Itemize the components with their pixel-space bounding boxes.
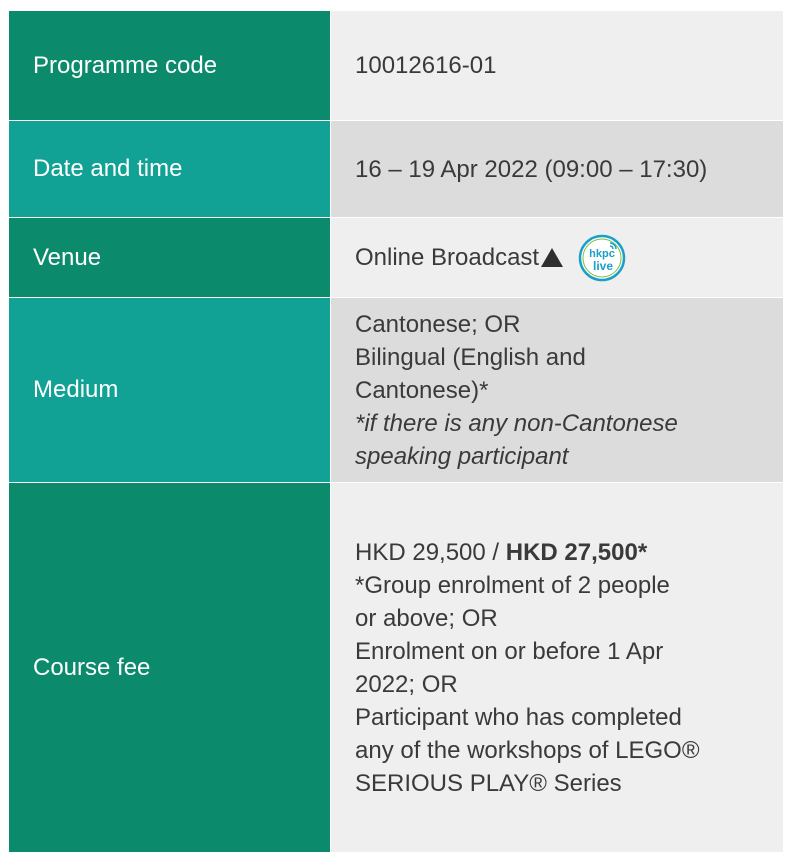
hkpc-live-logo [577,233,627,283]
date-time-text: 16 – 19 Apr 2022 (09:00 – 17:30) [355,155,708,183]
course-fee-line-5: Participant who has completed [355,703,682,731]
programme-code-text: 10012616-01 [355,52,497,79]
course-fee-value [331,483,783,852]
medium-label: Medium [9,298,331,482]
price-discount: HKD 27,500* [505,538,648,566]
course-info-table [9,11,783,852]
triangle-icon [541,248,563,267]
medium-line-1: Cantonese; OR [355,310,521,338]
course-fee-line-7: SERIOUS PLAY® Series [355,769,622,797]
medium-line-2: Bilingual (English and [355,343,586,371]
date-time-value [331,121,783,217]
programme-code-row [9,11,783,121]
course-fee-row [9,483,783,852]
medium-line-3: Cantonese)* [355,376,489,404]
medium-row [9,298,783,483]
course-fee-line-4: 2022; OR [355,670,458,698]
venue-line [355,233,773,283]
medium-note-line-1: *if there is any non-Cantonese [355,409,678,437]
course-fee-label: Course fee [9,483,331,852]
venue-row [9,218,783,298]
venue-label: Venue [9,218,331,297]
logo-text-bottom: live [593,258,614,273]
programme-code-label: Programme code [9,11,331,120]
course-fee-line-3: Enrolment on or before 1 Apr [355,637,664,665]
course-fee-line-1: *Group enrolment of 2 people [355,571,670,599]
date-time-label: Date and time [9,121,331,217]
date-time-row [9,121,783,218]
course-fee-line-6: any of the workshops of LEGO® [355,736,700,764]
programme-code-value [331,11,783,120]
medium-note-line-2: speaking participant [355,442,569,470]
venue-value [331,218,783,297]
medium-value [331,298,783,482]
venue-text: Online Broadcast [355,244,540,271]
logo-text-top: hkpc [589,247,615,260]
price-regular: HKD 29,500 / [355,538,506,566]
course-fee-line-2: or above; OR [355,604,498,632]
course-fee-price-line [355,536,773,569]
